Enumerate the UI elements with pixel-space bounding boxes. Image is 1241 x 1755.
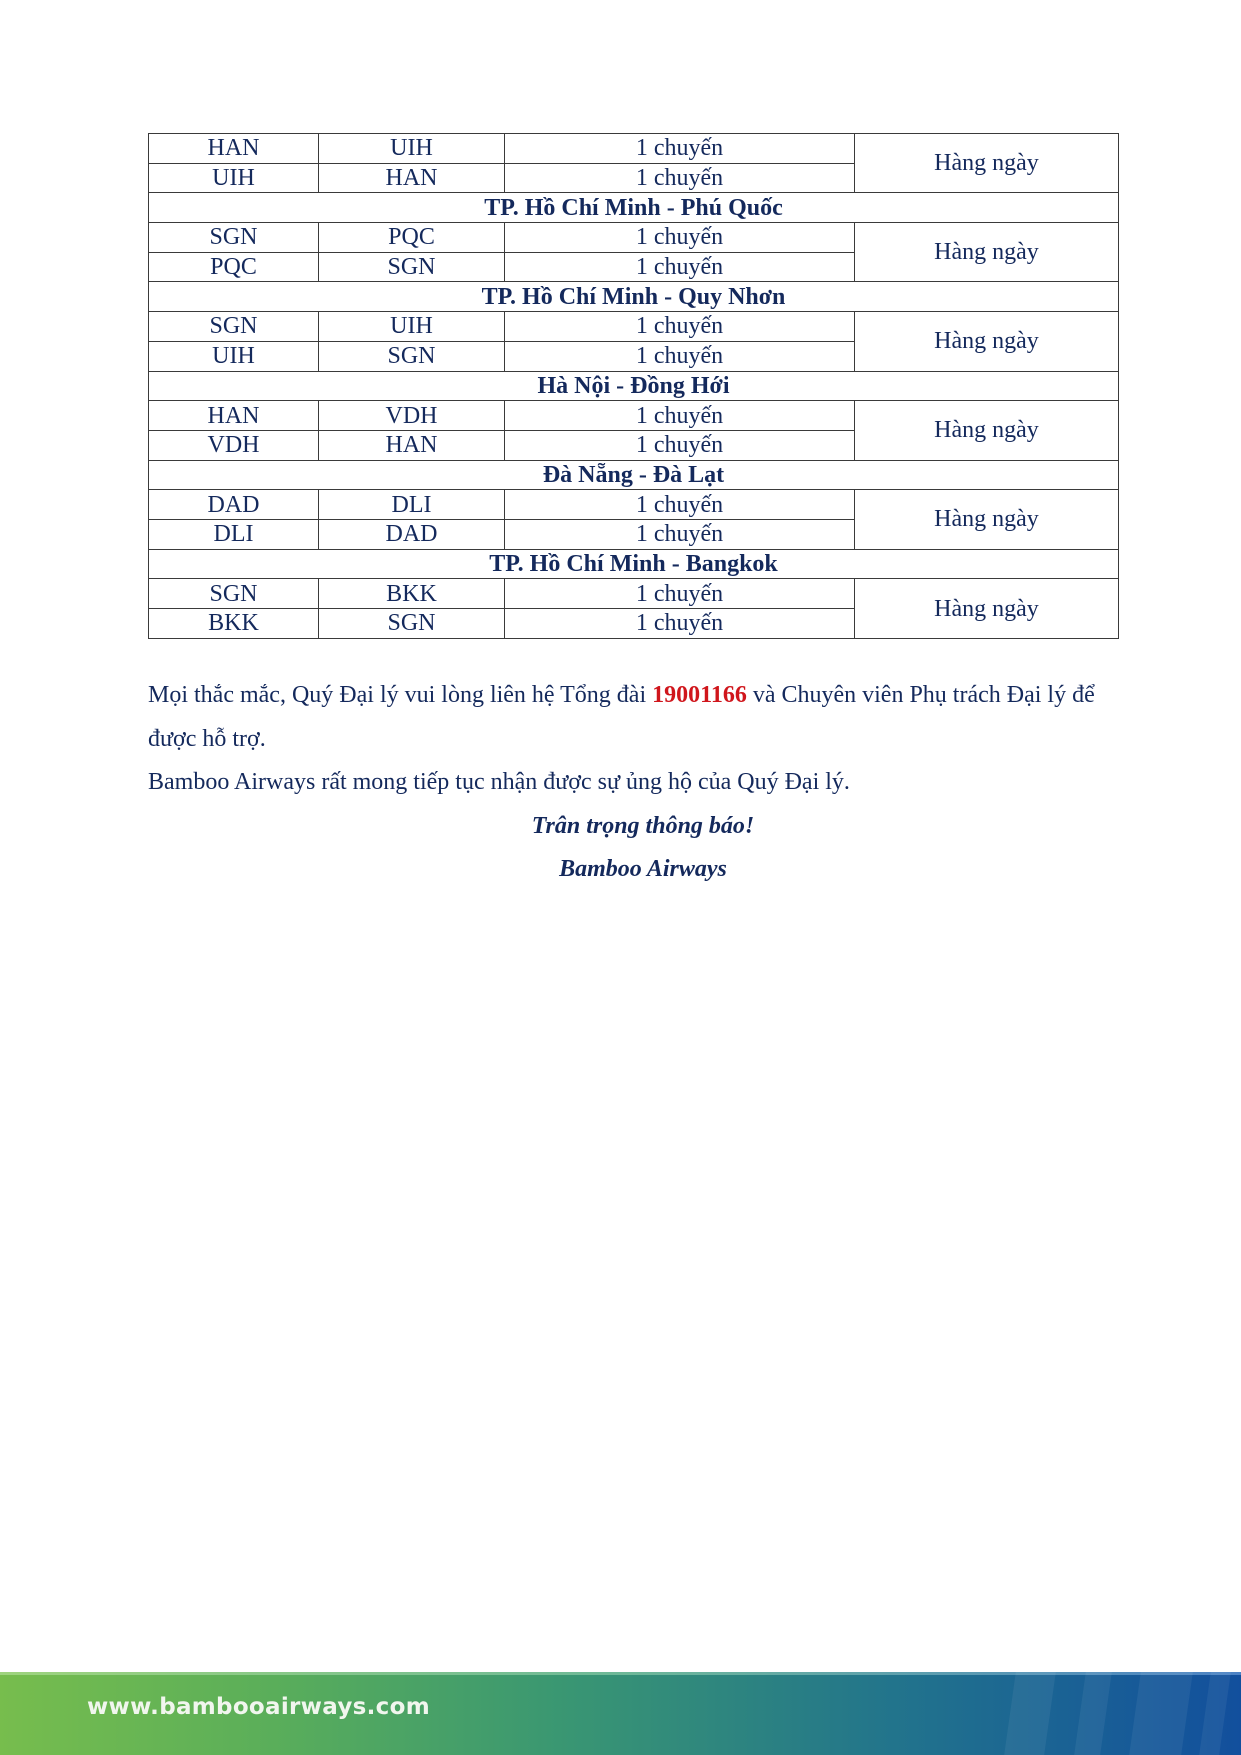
frequency-cell: Hàng ngày [855, 401, 1119, 460]
route-header-row [149, 371, 1119, 401]
table-row [149, 490, 1119, 520]
schedule-section [148, 133, 1118, 639]
origin-code: HAN [149, 134, 319, 164]
schedule-table-body [149, 134, 1119, 639]
flight-count: 1 chuyến [505, 312, 855, 342]
notice-section [148, 674, 1138, 892]
table-row [149, 223, 1119, 253]
origin-code: DAD [149, 490, 319, 520]
frequency-cell: Hàng ngày [855, 490, 1119, 549]
hotline-number: 19001166 [652, 682, 747, 708]
flight-count: 1 chuyến [505, 252, 855, 282]
route-header-row [149, 282, 1119, 312]
origin-code: UIH [149, 341, 319, 371]
contact-text-before: Mọi thắc mắc, Quý Đại lý vui lòng liên hệ Tổng đài [148, 682, 653, 708]
origin-code: SGN [149, 579, 319, 609]
regards-line: Trân trọng thông báo! [531, 812, 755, 839]
destination-code: UIH [319, 134, 505, 164]
website-url: www.bambooairways.com [87, 1694, 430, 1720]
flight-count: 1 chuyến [505, 609, 855, 639]
route-header-row [149, 549, 1119, 579]
table-row [149, 134, 1119, 164]
origin-code: BKK [149, 609, 319, 639]
flight-count: 1 chuyến [505, 579, 855, 609]
route-title: TP. Hồ Chí Minh - Phú Quốc [149, 193, 1119, 223]
origin-code: VDH [149, 430, 319, 460]
signature-line: Bamboo Airways [559, 856, 727, 882]
flight-count: 1 chuyến [505, 223, 855, 253]
route-header-row [149, 460, 1119, 490]
origin-code: PQC [149, 252, 319, 282]
route-title: Hà Nội - Đồng Hới [149, 371, 1119, 401]
frequency-cell: Hàng ngày [855, 223, 1119, 282]
contact-paragraph [148, 674, 1138, 761]
flight-count: 1 chuyến [505, 519, 855, 549]
table-row [149, 579, 1119, 609]
destination-code: HAN [319, 163, 505, 193]
table-row [149, 401, 1119, 431]
footer-banner [0, 1672, 1241, 1755]
frequency-cell: Hàng ngày [855, 579, 1119, 638]
origin-code: UIH [149, 163, 319, 193]
route-title: TP. Hồ Chí Minh - Quy Nhơn [149, 282, 1119, 312]
footer-stripe-decoration [1074, 1672, 1112, 1755]
frequency-cell: Hàng ngày [855, 134, 1119, 193]
destination-code: SGN [319, 609, 505, 639]
destination-code: VDH [319, 401, 505, 431]
destination-code: SGN [319, 252, 505, 282]
flight-count: 1 chuyến [505, 401, 855, 431]
contact-text-after: và Chuyên viên Phụ trách Đại lý để được hỗ trợ. [148, 682, 1095, 752]
route-title: TP. Hồ Chí Minh - Bangkok [149, 549, 1119, 579]
origin-code: SGN [149, 312, 319, 342]
flight-count: 1 chuyến [505, 341, 855, 371]
table-row [149, 312, 1119, 342]
route-title: Đà Nẵng - Đà Lạt [149, 460, 1119, 490]
destination-code: PQC [319, 223, 505, 253]
footer-stripe-decoration [1004, 1672, 1056, 1755]
flight-count: 1 chuyến [505, 430, 855, 460]
origin-code: HAN [149, 401, 319, 431]
origin-code: SGN [149, 223, 319, 253]
route-header-row [149, 193, 1119, 223]
flight-count: 1 chuyến [505, 490, 855, 520]
flight-count: 1 chuyến [505, 134, 855, 164]
destination-code: DAD [319, 519, 505, 549]
destination-code: BKK [319, 579, 505, 609]
origin-code: DLI [149, 519, 319, 549]
destination-code: SGN [319, 341, 505, 371]
support-paragraph: Bamboo Airways rất mong tiếp tục nhận được sự ủng hộ của Quý Đại lý. [148, 769, 850, 795]
flight-count: 1 chuyến [505, 163, 855, 193]
frequency-cell: Hàng ngày [855, 312, 1119, 371]
destination-code: UIH [319, 312, 505, 342]
flight-schedule-table [148, 133, 1119, 639]
destination-code: HAN [319, 430, 505, 460]
footer-stripe-decoration [1129, 1672, 1193, 1755]
footer-stripe-decoration [1199, 1672, 1231, 1755]
destination-code: DLI [319, 490, 505, 520]
